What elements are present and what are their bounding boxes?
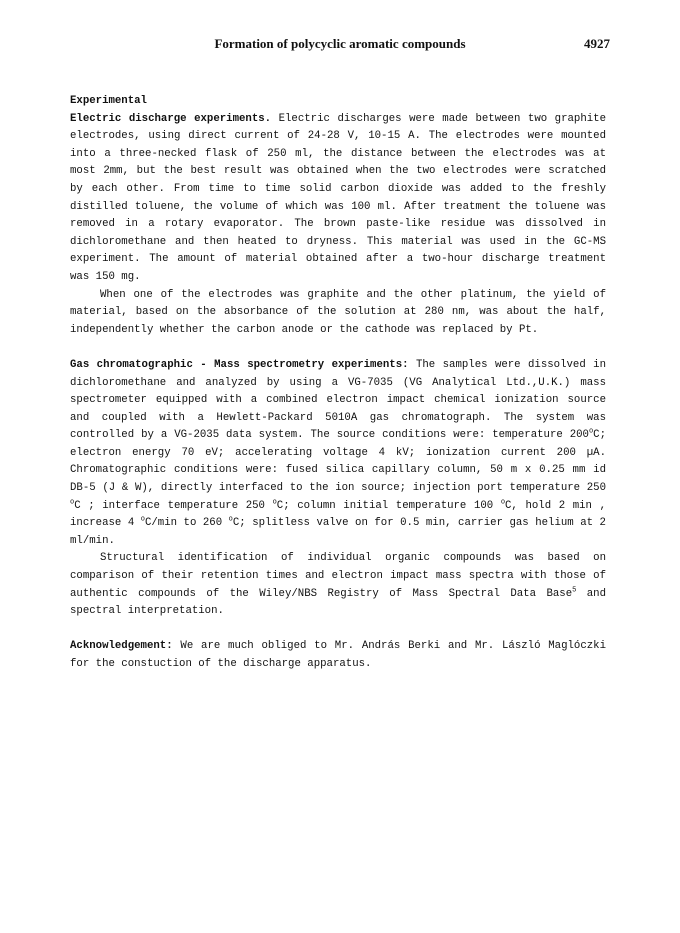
paragraph-discharge [70, 111, 606, 287]
paragraph-acknowledgement [70, 638, 606, 673]
gcms-text-5: C, hold 2 min , increase 4 [70, 499, 606, 530]
page-number: 4927 [584, 36, 610, 51]
gcms-text-1: The samples were dissolved in dichloromethane and analyzed by using a VG-7035 (VG Analytical Ltd.,U.K.) mass spectrometer equipped with a combined electron impact chemical ionization source and coupled with a Hewlett-Packard 5010A gas chromatograph. The system was controlled by a VG-2035 data system. The source conditions were: temperature 200 [70, 358, 606, 442]
paragraph-lead-acknowledgement: Acknowledgement: [70, 640, 173, 653]
identification-text-2: and spectral interpretation. [70, 587, 606, 618]
degree-sign: o [272, 498, 277, 507]
reference-marker: 5 [572, 586, 577, 595]
paragraph-gcms [70, 357, 606, 551]
paragraph-lead-discharge: Electric discharge experiments. [70, 112, 272, 125]
paragraph-platinum: When one of the electrodes was graphite and the other platinum, the yield of material, based on the absorbance of the solution at 280 nm, was about the half, independently whether the carbon anode or the cathode was replaced by Pt. [70, 288, 606, 336]
degree-sign: o [500, 498, 506, 507]
gcms-text-7: C; splitless valve on for 0.5 min, carrier gas helium at 2 ml/min. [70, 517, 606, 547]
paragraph-identification [70, 550, 606, 620]
gcms-text-2: C; electron energy 70 eV; accelerating voltage 4 kV; ionization current 200 µA. Chromatographic conditions were: fused silica capillary column, 50 m x 0.25 mm id DB-5 (J & W), directly interfaced to the ion source; injection port temperature 250 [70, 429, 606, 495]
section-heading-experimental: Experimental [70, 95, 147, 107]
paragraph-lead-gcms: Gas chromatographic - Mass spectrometry experiments: [70, 358, 409, 371]
degree-sign: o [588, 427, 594, 436]
paragraph-text-discharge: Electric discharges were made between two graphite electrodes, using direct current of 24-28 V, 10-15 A. The electrodes were mounted into a three-necked flask of 250 ml, the distance between the electrodes was at most 2mm, but the best result was obtained when the two electrodes were scratched by each other. From time to time solid carbon dioxide was added to the freshly distilled toluene, the volume of which was 100 ml. After treatment the toluene was removed in a rotary evaporator. The brown paste-like residue was dissolved in dichloromethane and then heated to dryness. This material was used in the GC-MS experiment. The amount of material obtained after a two-hour discharge treatment was 150 mg. [70, 112, 606, 283]
gcms-text-3: C ; interface temperature 250 [74, 499, 273, 512]
gcms-text-6: C/min to 260 [144, 517, 229, 530]
running-title: Formation of polycyclic aromatic compounds [214, 36, 466, 51]
identification-text-1: Structural identification of individual organic compounds was based on comparison of their retention times and electron impact mass spectra with those of authentic compounds of the Wiley/NBS Registry of Mass Spectral Data Base [70, 552, 606, 600]
degree-sign: o [228, 515, 233, 524]
page-header [70, 36, 610, 56]
acknowledgement-text: We are much obliged to Mr. András Berki and Mr. László Maglóczki for the constuction of the discharge apparatus. [70, 640, 606, 670]
article-body [70, 93, 606, 674]
degree-sign: o [70, 498, 75, 507]
degree-sign: o [140, 515, 145, 524]
gcms-text-4: C; column initial temperature 100 [276, 499, 501, 512]
